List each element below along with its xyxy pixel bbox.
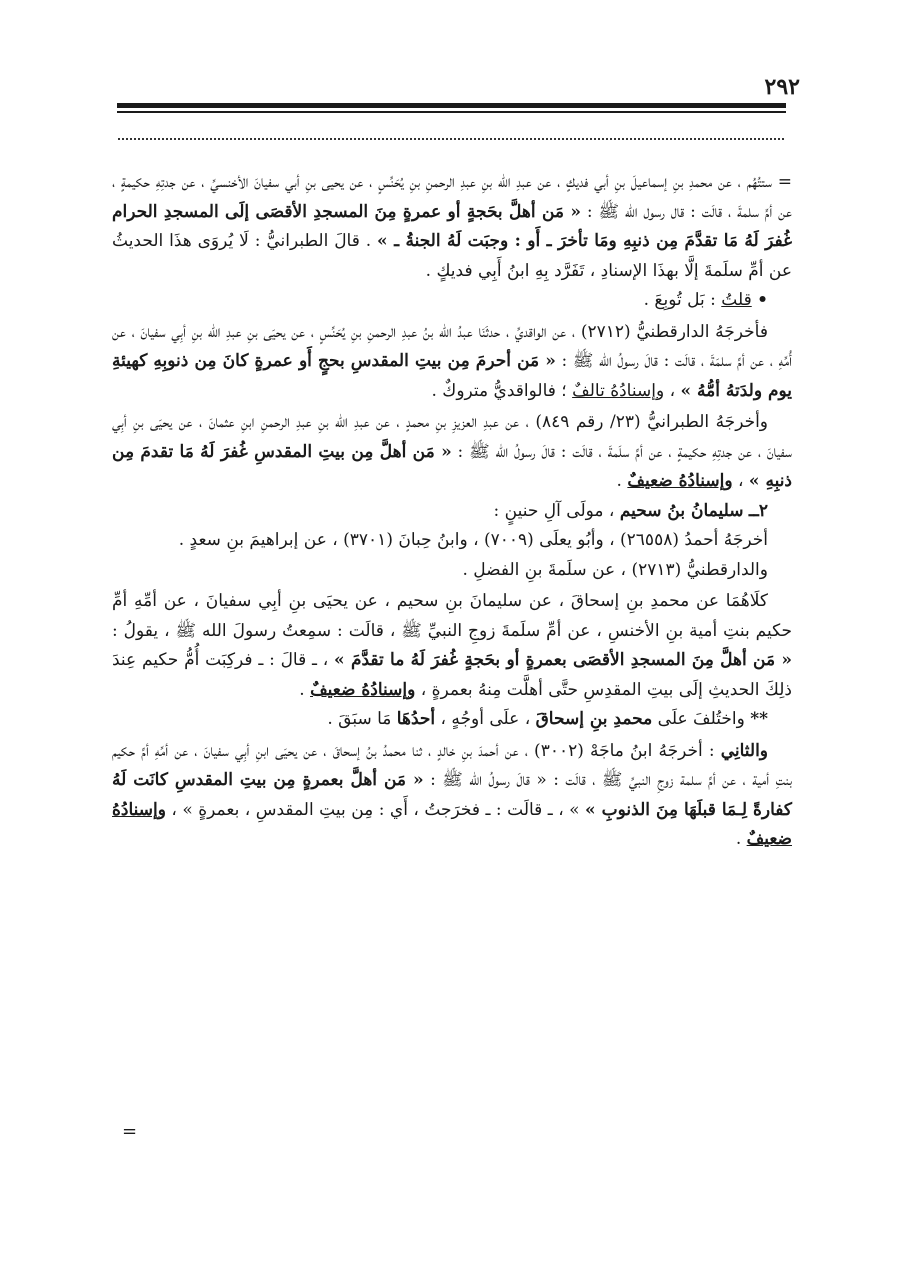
paragraph-9: ** واختُلفَ علَى محمدِ بنِ إسحاقَ ، علَى أوجُهٍ ، أحدُهَا مَا سبَقَ . <box>327 709 768 729</box>
header-rule-thick <box>117 103 786 108</box>
grading-verdict: وإسنادُهُ ضعيفٌ <box>627 471 733 491</box>
paragraph-10: والثانِي : أخرجَهُ ابنُ ماجَهْ (٣٠٠٢) ، عن أحمدَ بنِ خالدٍ ، ثنا محمدُ بنُ إسحاقَ ، عن يحيَى ابنِ أبِي سفيانَ ، عن أمِّهِ أمِّ حكيم بنتِ أمية ، عن أمِّ سلمة زوجِ النبيِّ ﷺ ، قالَت : « قالَ رسولُ الله ﷺ : « مَن أهلَّ بعمرةٍ مِن بيتِ المقدسِ كانَت لَهُ كفارةً لِـمَا قبلَهَا مِنَ الذنوبِ » » ، ـ قالَت : ـ فخرَجتُ ، أَي : مِن بيتِ المقدسِ ، بعمرةٍ » ، وإسنادُهُ ضعيفٌ . <box>112 740 793 849</box>
paragraph-8: كلَاهُمَا عن محمدِ بنِ إسحاقَ ، عن سليمانَ بنِ سحيم ، عن يحيَى بنِ أبِي سفيانَ ، عن أمِّهِ أمِّ حكيم بنتِ أمية بنِ الأخنسِ ، عن أمِّ سلَمةَ زوجِ النبيِّ ﷺ ، قالَت : سمِعتُ رسولَ الله ﷺ ، يقولُ : « مَن أهلَّ مِنَ المسجدِ الأقصَى بعمرةٍ أو بحَجةٍ غُفرَ لَهُ ما تقدَّمَ » ، ـ قالَ : ـ فركِبَت أُمُّ حكيم عِندَ ذلِكَ الحديثِ إلَى بيتِ المقدِسِ حتَّى أهلَّت مِنهُ بعمرةٍ ، وإسنادُهُ ضعيفٌ . <box>112 591 792 700</box>
footnote-text <box>112 168 792 855</box>
grading-verdict: وإسنادُهُ ضعيفٌ <box>112 799 792 849</box>
narrator-name: سليمانُ بنُ سحيم <box>619 500 744 521</box>
hadith-text: « مَن أهلَّ بعمرةٍ مِن بيتِ المقدسِ كانَت لَهُ كفارةً لِـمَا قبلَهَا مِنَ الذنوبِ » <box>112 770 792 820</box>
paragraph-6: أخرجَهُ أحمدُ (٢٦٥٥٨) ، وأبُو يعلَى (٧٠٠٩) ، وابنُ حِبانَ (٣٧٠١) ، عن إبراهيمَ بنِ سعدٍ . <box>178 530 768 550</box>
continuation-mark: = <box>122 1121 138 1142</box>
grading-verdict: وإسنادُهُ ضعيفٌ <box>310 679 416 700</box>
hadith-text: « مَن أهلَّ بحَجةٍ أو عمرةٍ مِنَ المسجدِ الأقصَى إلَى المسجدِ الحرام غُفرَ لَهُ مَا تقدَّمَ مِن ذنبِهِ ومَا تأخرَ ـ أَو : وجبَت لَهُ الجنةُ ـ » <box>112 201 792 251</box>
hadith-text: « مَن أحرمَ مِن بيتِ المقدسِ بحجٍ أَو عمرةٍ كانَ مِن ذنوبِهِ كهيئةِ يوم ولدَتهُ أمُّهُ » <box>112 351 792 401</box>
hadith-text: « مَن أهلَّ مِنَ المسجدِ الأقصَى بعمرةٍ أو بحَجةٍ غُفرَ لَهُ ما تقدَّمَ » <box>334 650 792 670</box>
paragraph-4: وأخرجَهُ الطبرانيُّ (٢٣/ رقم ٨٤٩) ، عن عبدِ العزيزِ بنِ محمدٍ ، عن عبدِ الله بنِ عبدِ الرحمنِ ابنِ عثمانَ ، عن يحيَى بنِ أبِي سفيانَ ، عن جدتِهِ حكيمةٍ ، عن أمِّ سلَمةَ ، قالَت : قالَ رسولُ الله ﷺ : « مَن أهلَّ مِن بيتِ المقدسِ غُفرَ لَهُ مَا تقدمَ مِن ذنبِهِ » ، وإسنادُهُ ضعيفٌ . <box>112 412 792 491</box>
page-number: ٢٩٢ <box>764 74 800 100</box>
hadith-text: « مَن أهلَّ مِن بيتِ المقدسِ غُفرَ لَهُ مَا تقدمَ مِن ذنبِهِ » <box>112 441 792 491</box>
paragraph-2: • قلتُ : بَل تُوبِعَ . <box>643 290 768 310</box>
footnote-separator <box>118 138 784 142</box>
paragraph-3: فأخرجَهُ الدارقطنيُّ (٢٧١٢) ، عن الواقديِّ ، حدثَنَا عبدُ الله بنُ عبدِ الرحمنِ بنِ يُحَنِّسٍ ، عن يحيَى بنِ عبدِ الله بنِ أبِي سفيانَ ، عن أُمِّهِ ، عن أمِّ سلمَةَ ، قالَت : قالَ رسولُ الله ﷺ : « مَن أحرمَ مِن بيتِ المقدسِ بحجٍ أَو عمرةٍ كانَ مِن ذنوبِهِ كهيئةِ يوم ولدَتهُ أمُّهُ » ، وإسنادُهُ تالفٌ ؛ فالواقديُّ متروكٌ . <box>112 321 792 401</box>
grading-verdict: وإسنادُهُ تالفٌ <box>572 380 665 401</box>
header-rule-thin <box>117 111 786 113</box>
paragraph-7: والدارقطنيُّ (٢٧١٣) ، عن سلَمةَ بنِ الفضلِ . <box>462 559 768 580</box>
paragraph-5: ٢ــ سليمانُ بنُ سحيم ، مولَى آلِ حنينٍ : <box>493 500 768 521</box>
paragraph-1: = ستتُهُم ، عن محمدِ بنِ إسماعيلَ بنِ أبي فديكٍ ، عن عبدِ الله بنِ عبدِ الرحمنِ بنِ يُحَنِّسٍ ، عن يحيى بنِ أبي سفيانَ الأخنسيِّ ، عن جدتِهِ حكيمةٍ ، عن أمِّ سلمةَ ، قالَت : قال رسول الله ﷺ : « مَن أهلَّ بحَجةٍ أو عمرةٍ مِنَ المسجدِ الأقصَى إلَى المسجدِ الحرام غُفرَ لَهُ مَا تقدَّمَ مِن ذنبِهِ ومَا تأخرَ ـ أَو : وجبَت لَهُ الجنةُ ـ » . قالَ الطبرانيُّ : لَا يُروَى هذَا الحديثُ عن أمِّ سلَمةَ إلَّا بهذَا الإسنادِ ، تَفَرَّد بِهِ ابنُ أَبِي فديكٍ . <box>112 172 792 281</box>
